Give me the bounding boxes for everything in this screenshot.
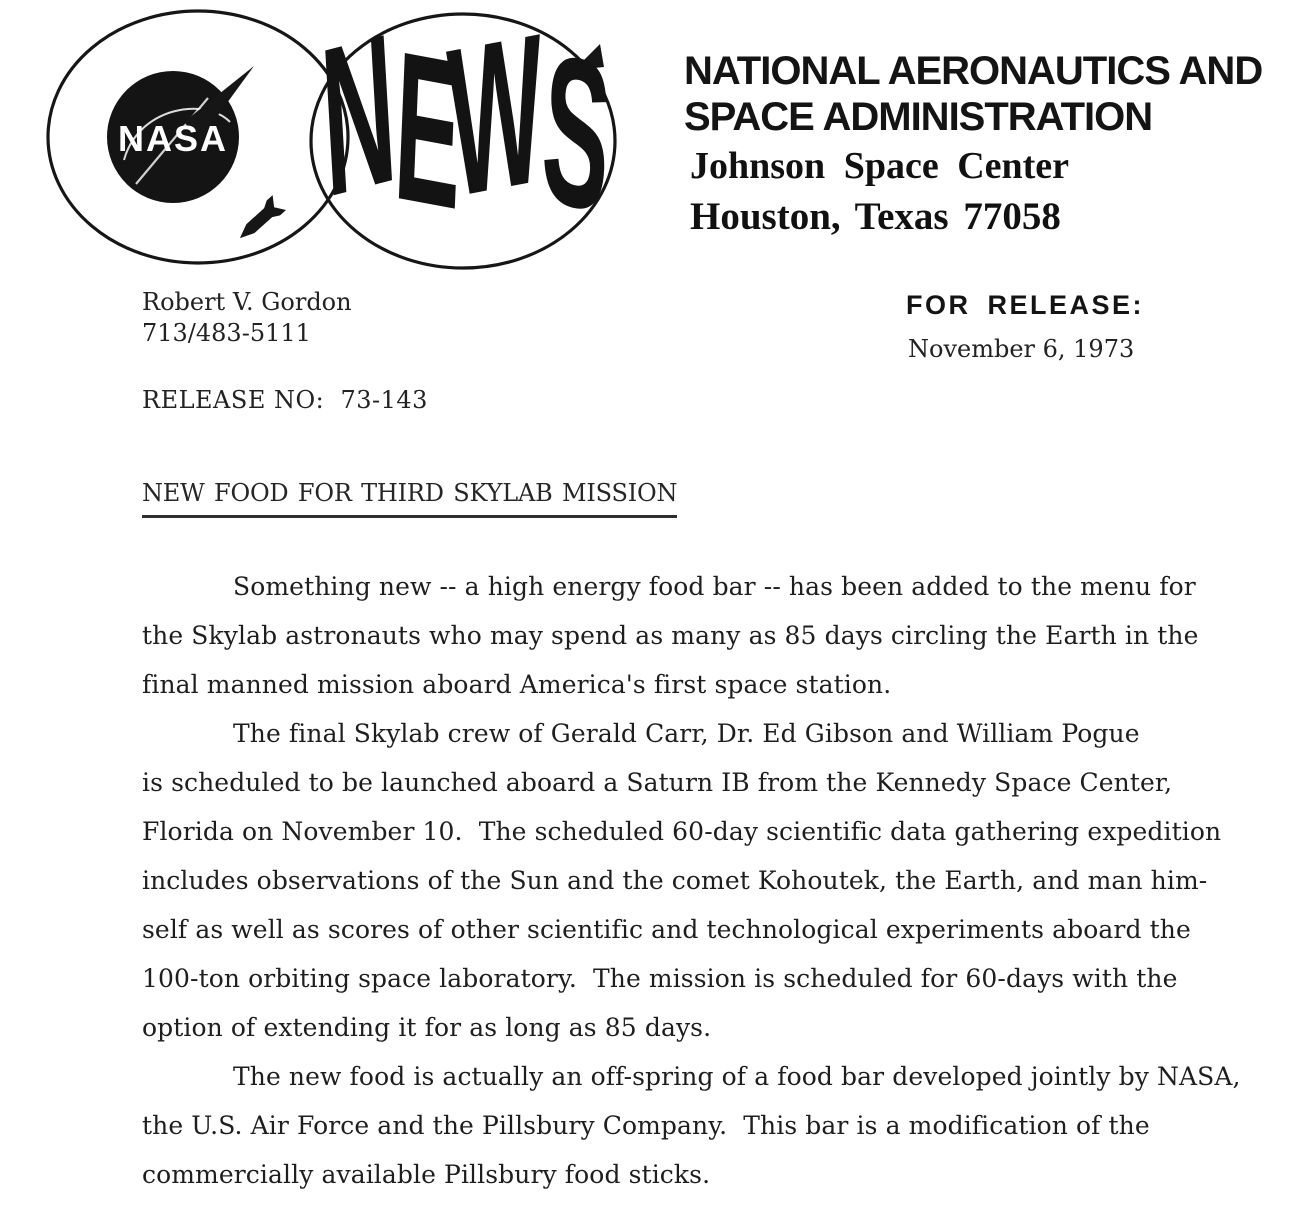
rocket-icon	[233, 195, 286, 245]
contact-block	[142, 287, 352, 349]
agency-name	[684, 48, 1262, 140]
contact-phone: 713/483-5111	[142, 319, 311, 347]
body-line: the U.S. Air Force and the Pillsbury Company. This bar is a modification of the	[142, 1111, 1150, 1140]
body-line: the Skylab astronauts who may spend as many as 85 days circling the Earth in the	[142, 621, 1199, 650]
agency-line2: SPACE ADMINISTRATION	[684, 95, 1153, 139]
body-text	[142, 562, 1262, 1199]
center-location: Houston, Texas 77058	[690, 195, 1061, 238]
body-line: Florida on November 10. The scheduled 60-day scientific data gathering expedition	[142, 817, 1222, 846]
nasa-news-logo	[38, 4, 626, 270]
agency-line1: NATIONAL AERONAUTICS AND	[684, 49, 1263, 93]
news-wordmark: NEWS	[316, 4, 610, 259]
body-line: The new food is actually an off-spring of a food bar developed jointly by NASA,	[233, 1062, 1241, 1091]
body-line: commercially available Pillsbury food sticks.	[142, 1160, 711, 1189]
for-release-label: FOR RELEASE:	[906, 290, 1145, 320]
body-line: 100-ton orbiting space laboratory. The mission is scheduled for 60-days with the	[142, 964, 1178, 993]
center-name: Johnson Space Center	[690, 145, 1070, 187]
body-line: The final Skylab crew of Gerald Carr, Dr. Ed Gibson and William Pogue	[233, 719, 1140, 748]
body-line: option of extending it for as long as 85 days.	[142, 1013, 712, 1042]
body-line: includes observations of the Sun and the comet Kohoutek, the Earth, and man him-	[142, 866, 1208, 895]
body-line: self as well as scores of other scientific and technological experiments aboard the	[142, 915, 1191, 944]
release-date: November 6, 1973	[908, 335, 1135, 363]
body-line: final manned mission aboard America's first space station.	[142, 670, 892, 699]
body-line: Something new -- a high energy food bar -- has been added to the menu for	[233, 572, 1196, 601]
body-line: is scheduled to be launched aboard a Saturn IB from the Kennedy Space Center,	[142, 768, 1173, 797]
nasa-wordmark: NASA	[117, 118, 229, 159]
headline: NEW FOOD FOR THIRD SKYLAB MISSION	[142, 479, 677, 518]
contact-name: Robert V. Gordon	[142, 288, 352, 316]
release-number: RELEASE NO: 73-143	[142, 386, 428, 414]
